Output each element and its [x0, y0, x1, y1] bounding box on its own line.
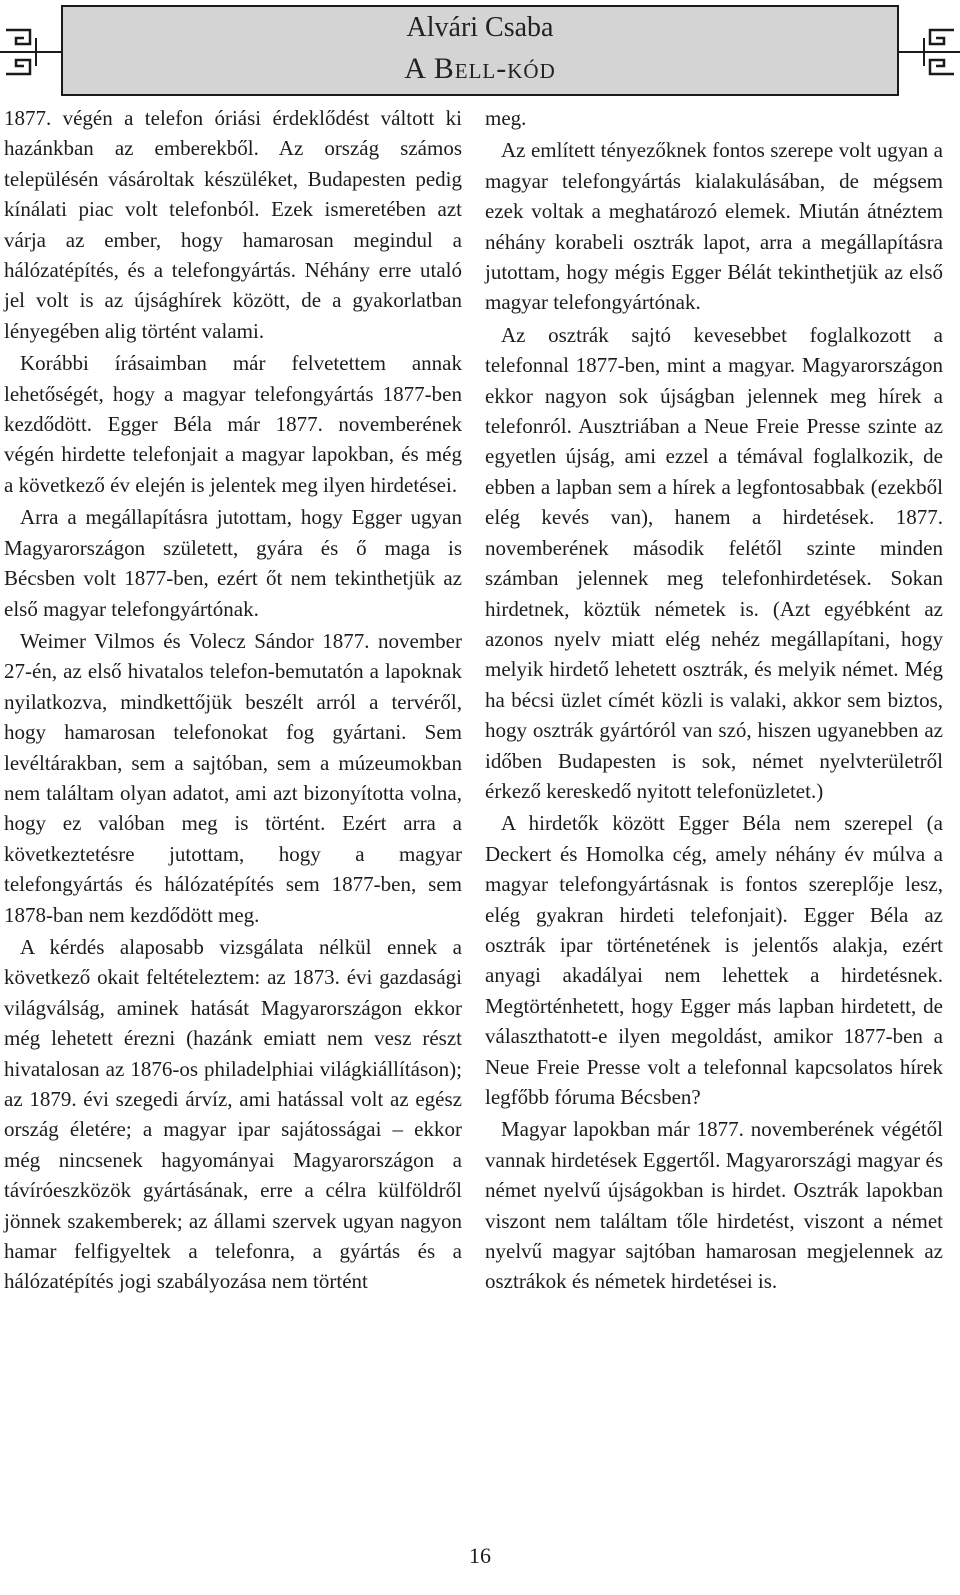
paragraph: 1877. végén a telefon óriási érdeklődést váltott ki hazánkban az emberekből. Az ország számos településén vásároltak készüléket, Budapesten pedig kínálati piac volt telefonból. Ezek ismeretében azt várja az ember, hogy hamarosan megindul a hálózatépítés, és a telefongyártás. Néhány erre utaló jel volt is az újsághírek között, de a gyakorlatban lényegében alig történt valami. — [4, 106, 462, 343]
paragraph: A hirdetők között Egger Béla nem szerepel (a Deckert és Homolka cég, amely néhány év múlva a magyar telefongyártásnak is fontos szereplője lesz, elég gyakran hirdeti telefonjait). Egger Béla az osztrák ipar történetének is jelentős alakja, ezért anyagi akadályai nem lehettek a hirdetésnek. Megtörténhetett, hogy Egger más lapban hirdetett, de választhatott-e ilyen megoldást, amikor 1877-ben a Neue Freie Presse volt a telefonnal kapcsolatos hírek legfőbb fóruma Bécsben? — [485, 811, 943, 1109]
header-author: Alvári Csaba — [406, 12, 554, 43]
left-column — [4, 103, 462, 1299]
paragraph: Magyar lapokban már 1877. novemberének végétől vannak hirdetések Eggertől. Magyarországi magyar és német nyelvű újságokban is hirdet. Osztrák lapokban viszont nem találtam tőle hirdetést, viszont a német nyelvű magyar sajtóban hamarosan megjelennek az osztrákok és németek hirdetései is. — [485, 1117, 943, 1294]
paragraph: Az említett tényezőknek fontos szerepe volt ugyan a magyar telefongyártás kialakulásában, de mégsem ezek voltak a meghatározó elemek. Miután átnéztem néhány korabeli osztrák lapot, arra a megállapításra jutottam, hogy mégis Egger Bélát tekinthetjük az első magyar telefongyártónak. — [485, 138, 943, 315]
paragraph: Az osztrák sajtó kevesebbet foglalkozott a telefonnal 1877-ben, mint a magyar. Magyarországon ekkor nagyon sok újságban jelennek meg hírek a telefonról. Ausztriában a Neue Freie Presse szinte az egyetlen újság, ami ezzel a témával foglalkozik, de ebben a lapban sem a hírek a legfontosabbak (ezekből elég kevés van), hanem a hirdetések. 1877. novemberének második felétől szinte minden számban jelennek meg telefonhirdetések. Sokan hirdetnek, köztük németek is. (Azt egyébként az azonos nyelv miatt elég nehéz megállapítani, hogy melyik hirdető lehetett osztrák, és melyik német. Még ha bécsi üzlet címét közli is valaki, akkor sem biztos, hogy osztrák gyártóról van szó, hiszen ugyanebben az időben Budapesten is sok, német nyelvterületről érkező kereskedő nyitott telefonüzletet.) — [485, 322, 943, 803]
paragraph: Korábbi írásaimban már felvetettem annak lehetőségét, hogy a magyar telefongyártás 1877-ben kezdődött. Egger Béla már 1877. novemberének végén hirdette telefonjait a magyar lapokban, és még a következő év elején is jelentek meg ilyen hirdetései. — [4, 351, 462, 497]
page-header — [0, 0, 960, 100]
page-number: 16 — [469, 1543, 491, 1568]
paragraph: meg. — [485, 106, 527, 130]
paragraph: A kérdés alaposabb vizsgálata nélkül ennek a következő okait feltételeztem: az 1873. évi gazdasági világválság, aminek hatását Magyarországon ekkor még lehetett érezni (hazánk emiatt nem vesz részt hivatalosan az 1876-os philadelphiai világkiállításon); az 1879. évi szegedi árvíz, ami hatással volt az egész ország életére; a magyar ipar sajátosságai – ekkor még nincsenek hagyományai Magyarországon a távíróeszközök gyártásának, erre a célra külföldről jönnek szakemberek; az állami szervek ugyan nagyon hamar felfigyeltek a telefonra, a gyártás és a hálózatépítés jogi szabályozása nem történt — [4, 934, 462, 1294]
header-title: A Bell-kód — [404, 52, 556, 85]
paragraph: Weimer Vilmos és Volecz Sándor 1877. november 27-én, az első hivatalos telefon-bemutatón a lapoknak nyilatkozva, mindkettőjük beszélt arról a tervéről, hogy hamarosan telefonokat fog gyártani. Sem levéltárakban, sem a sajtóban, sem a múzeumokban nem találtam olyan adatot, ami azt bizonyította volna, hogy ez valóban meg is történt. Ezért arra a következtetésre jutottam, hogy a magyar telefongyártás és hálózatépítés sem 1877-ben, sem 1878-ban nem kezdődött meg. — [4, 628, 462, 927]
paragraph: Arra a megállapításra jutottam, hogy Egger ugyan Magyarországon született, gyára és ő maga is Bécsben volt 1877-ben, ezért őt nem tekinthetjük az első magyar telefongyártónak. — [4, 505, 462, 621]
right-column — [485, 103, 943, 1299]
